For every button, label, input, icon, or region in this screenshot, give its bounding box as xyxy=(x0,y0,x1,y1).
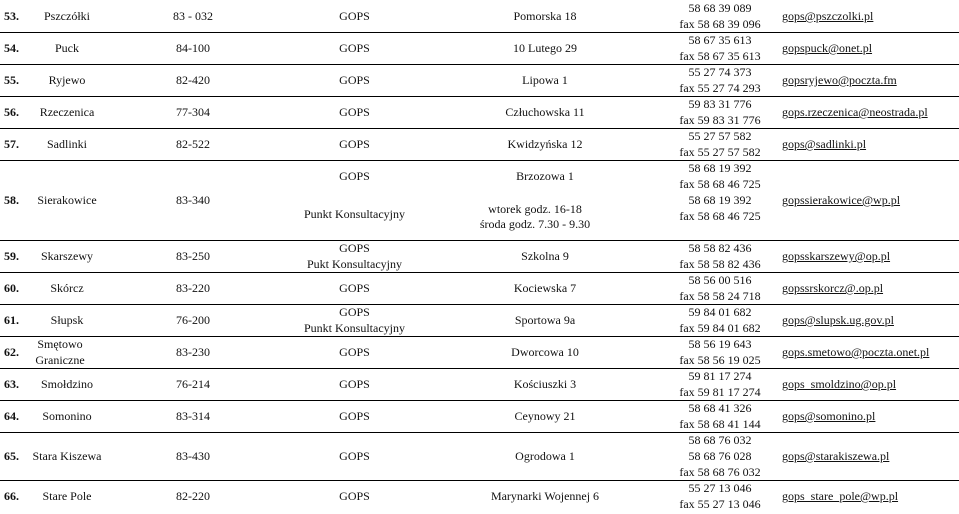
fax: fax 58 68 39 096 xyxy=(679,17,761,31)
postal-code: 83-220 xyxy=(176,281,210,295)
phone: 59 81 17 274 xyxy=(688,369,752,383)
address: Pomorska 18 xyxy=(513,9,577,23)
postal-code: 83 - 032 xyxy=(173,9,213,23)
institution: GOPS xyxy=(339,377,370,391)
fax: fax 58 68 76 032 xyxy=(679,465,761,479)
postal-code: 82-522 xyxy=(176,137,210,151)
row-number: 58. xyxy=(4,193,19,207)
row-number: 60. xyxy=(4,281,19,295)
phone: 55 27 74 373 xyxy=(688,65,752,79)
address: Ogrodowa 1 xyxy=(515,449,575,463)
phone: 55 27 13 046 xyxy=(688,481,752,495)
address: Marynarki Wojennej 6 xyxy=(490,489,600,503)
institution: GOPS xyxy=(339,41,370,55)
row-separator xyxy=(0,32,959,33)
town-name: Smętowo xyxy=(37,337,83,351)
office-hours: wtorek godz. 16-18 xyxy=(488,202,582,216)
row-separator xyxy=(0,480,959,481)
row-number: 55. xyxy=(4,73,19,87)
phone: 58 58 82 436 xyxy=(688,241,752,255)
row-number: 54. xyxy=(4,41,19,55)
row-separator xyxy=(0,400,959,401)
row-separator xyxy=(0,64,959,65)
town-name: Stare Pole xyxy=(42,489,92,503)
institution: GOPS xyxy=(339,345,370,359)
fax: fax 58 56 19 025 xyxy=(679,353,761,367)
email-link[interactable]: gops.rzeczenica@neostrada.pl xyxy=(782,105,928,119)
postal-code: 76-200 xyxy=(176,313,210,327)
row-number: 65. xyxy=(4,449,19,463)
fax: fax 59 81 17 274 xyxy=(679,385,761,399)
row-number: 56. xyxy=(4,105,19,119)
institution-branch: Punkt Konsultacyjny xyxy=(304,207,405,221)
row-separator xyxy=(0,368,959,369)
row-number: 66. xyxy=(4,489,19,503)
office-hours: środa godz. 7.30 - 9.30 xyxy=(479,217,591,231)
email-link[interactable]: gops@pszczolki.pl xyxy=(782,9,874,23)
town-name: Słupsk xyxy=(50,313,84,327)
address: Brzozowa 1 xyxy=(516,169,574,183)
postal-code: 82-420 xyxy=(176,73,210,87)
email-link[interactable]: gopssrskorcz@.op.pl xyxy=(782,281,884,295)
postal-code: 83-314 xyxy=(176,409,210,423)
row-number: 61. xyxy=(4,313,19,327)
email-link[interactable]: gops@slupsk.ug.gov.pl xyxy=(782,313,894,327)
institution: GOPS xyxy=(339,449,370,463)
postal-code: 83-340 xyxy=(176,193,210,207)
town-name-line2: Graniczne xyxy=(35,353,85,367)
town-name: Puck xyxy=(55,41,79,55)
town-name: Pszczółki xyxy=(44,9,90,23)
phone: 58 68 76 032 xyxy=(688,433,752,447)
postal-code: 76-214 xyxy=(176,377,210,391)
row-number: 57. xyxy=(4,137,19,151)
fax: fax 55 27 74 293 xyxy=(679,81,761,95)
fax: fax 58 68 41 144 xyxy=(679,417,761,431)
row-separator xyxy=(0,272,959,273)
row-number: 64. xyxy=(4,409,19,423)
phone: 58 56 00 516 xyxy=(688,273,752,287)
address: Dworcowa 10 xyxy=(511,345,579,359)
address: Kwidzyńska 12 xyxy=(507,137,583,151)
fax: fax 58 58 24 718 xyxy=(679,289,761,303)
email-link[interactable]: gops@somonino.pl xyxy=(782,409,876,423)
fax: fax 58 58 82 436 xyxy=(679,257,761,271)
postal-code: 83-250 xyxy=(176,249,210,263)
town-name: Smołdzino xyxy=(40,377,93,391)
phone: 58 68 41 326 xyxy=(688,401,752,415)
phone: 58 68 19 392 xyxy=(688,161,752,175)
phone: 58 68 19 392 xyxy=(688,193,752,207)
fax: fax 59 83 31 776 xyxy=(679,113,761,127)
phone: 58 67 35 613 xyxy=(688,33,752,47)
institution: GOPS xyxy=(339,73,370,87)
phone: 58 68 76 028 xyxy=(688,449,752,463)
fax: fax 58 68 46 725 xyxy=(679,177,761,191)
fax: fax 58 68 46 725 xyxy=(679,209,761,223)
institution: GOPS xyxy=(339,281,370,295)
postal-code: 82-220 xyxy=(176,489,210,503)
row-separator xyxy=(0,432,959,433)
town-name: Ryjewo xyxy=(48,73,86,87)
postal-code: 84-100 xyxy=(176,41,210,55)
row-separator xyxy=(0,96,959,97)
address: Kościuszki 3 xyxy=(513,377,577,391)
address: Kociewska 7 xyxy=(513,281,577,295)
institution: GOPS xyxy=(339,305,370,319)
row-number: 63. xyxy=(4,377,19,391)
phone: 55 27 57 582 xyxy=(688,129,752,143)
phone: 59 83 31 776 xyxy=(688,97,752,111)
row-number: 53. xyxy=(4,9,19,23)
row-separator xyxy=(0,128,959,129)
row-number: 59. xyxy=(4,249,19,263)
email-link[interactable]: gops_smoldzino@op.pl xyxy=(782,377,897,391)
email-link[interactable]: gopsskarszewy@op.pl xyxy=(782,249,891,263)
town-name: Sadlinki xyxy=(46,137,87,151)
phone: 59 84 01 682 xyxy=(688,305,752,319)
email-link[interactable]: gops@sadlinki.pl xyxy=(782,137,867,151)
address: Sportowa 9a xyxy=(514,313,576,327)
address: Ceynowy 21 xyxy=(514,409,576,423)
email-link[interactable]: gops_stare_pole@wp.pl xyxy=(782,489,899,503)
institution: GOPS xyxy=(339,9,370,23)
phone: 58 68 39 089 xyxy=(688,1,752,15)
town-name: Stara Kiszewa xyxy=(32,449,102,463)
postal-code: 83-430 xyxy=(176,449,210,463)
fax: fax 59 84 01 682 xyxy=(679,321,761,335)
institution-branch: Pukt Konsultacyjny xyxy=(307,257,402,271)
institution: GOPS xyxy=(339,105,370,119)
email-link[interactable]: gopssierakowice@wp.pl xyxy=(782,193,901,207)
institution: GOPS xyxy=(339,241,370,255)
phone: 58 56 19 643 xyxy=(688,337,752,351)
institution: GOPS xyxy=(339,169,370,183)
fax: fax 55 27 57 582 xyxy=(679,145,761,159)
town-name: Somonino xyxy=(42,409,92,423)
email-link[interactable]: gops.smetowo@poczta.onet.pl xyxy=(782,345,930,359)
town-name: Skórcz xyxy=(50,281,84,295)
address: Lipowa 1 xyxy=(522,73,568,87)
town-name: Skarszewy xyxy=(41,249,93,263)
email-link[interactable]: gopsryjewo@poczta.fm xyxy=(782,73,897,87)
row-separator xyxy=(0,240,959,241)
email-link[interactable]: gopspuck@onet.pl xyxy=(782,41,873,55)
institution: GOPS xyxy=(339,489,370,503)
postal-code: 83-230 xyxy=(176,345,210,359)
address: Człuchowska 11 xyxy=(505,105,585,119)
town-name: Sierakowice xyxy=(37,193,97,207)
town-name: Rzeczenica xyxy=(39,105,95,119)
institution: GOPS xyxy=(339,137,370,151)
row-separator xyxy=(0,336,959,337)
fax: fax 55 27 13 046 xyxy=(679,497,761,511)
row-separator xyxy=(0,160,959,161)
postal-code: 77-304 xyxy=(176,105,210,119)
institution: GOPS xyxy=(339,409,370,423)
email-link[interactable]: gops@starakiszewa.pl xyxy=(782,449,890,463)
row-separator xyxy=(0,304,959,305)
address: 10 Lutego 29 xyxy=(513,41,577,55)
row-number: 62. xyxy=(4,345,19,359)
institution-branch: Punkt Konsultacyjny xyxy=(304,321,405,335)
address: Szkolna 9 xyxy=(521,249,569,263)
fax: fax 58 67 35 613 xyxy=(679,49,761,63)
